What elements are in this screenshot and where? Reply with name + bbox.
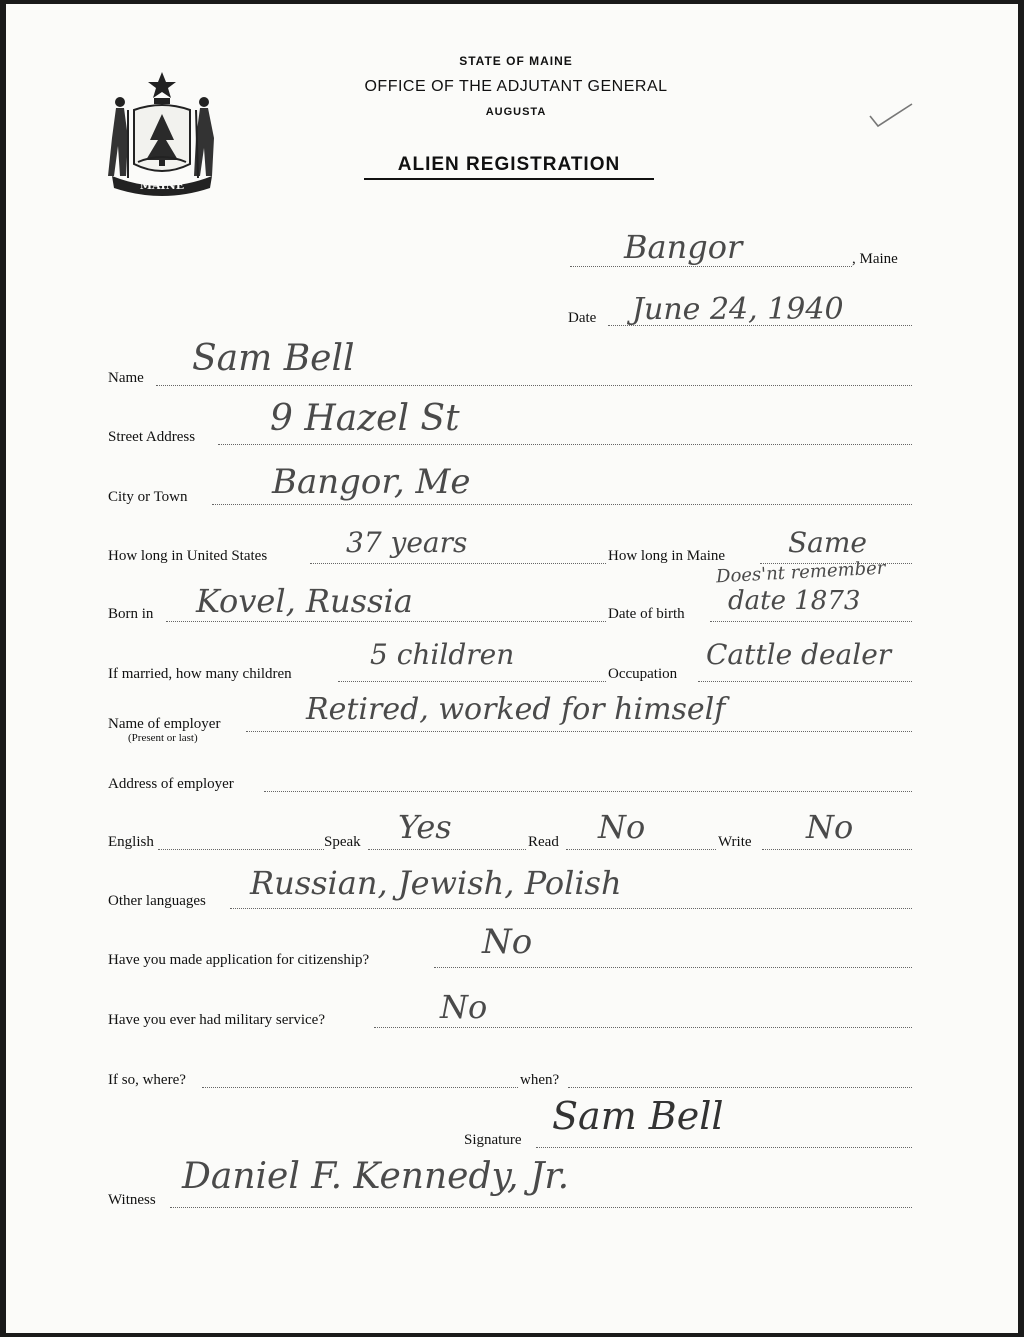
children-label: If married, how many children: [108, 666, 292, 682]
employer-value: Retired, worked for himself: [306, 692, 726, 727]
military-value: No: [440, 988, 488, 1026]
witness-line: [170, 1207, 912, 1208]
date-value: June 24, 1940: [632, 292, 844, 327]
how-long-maine-label: How long in Maine: [608, 548, 726, 564]
name-label: Name: [108, 370, 144, 386]
employer-address-label: Address of employer: [108, 776, 234, 792]
read-label: Read: [528, 834, 559, 850]
other-languages-line: [230, 908, 912, 909]
alien-registration-form: [6, 4, 1018, 1333]
seal-motto-text: MAINE: [139, 179, 185, 192]
military-line: [374, 1027, 912, 1028]
witness-value: Daniel F. Kennedy, Jr.: [182, 1156, 570, 1197]
maine-label: , Maine: [852, 251, 898, 267]
date-label: Date: [568, 310, 597, 326]
city-value: Bangor, Me: [272, 462, 471, 502]
signature-label: Signature: [464, 1132, 522, 1148]
english-line: [158, 849, 324, 850]
date-of-birth-value: date 1873: [728, 586, 861, 616]
town-value: Bangor: [624, 228, 743, 266]
speak-value: Yes: [398, 808, 452, 846]
signature-line: [536, 1147, 912, 1148]
children-line: [338, 681, 606, 682]
form-title: ALIEN REGISTRATION: [364, 154, 654, 180]
street-label: Street Address: [108, 429, 196, 445]
header-office: OFFICE OF THE ADJUTANT GENERAL: [364, 78, 668, 95]
employer-address-line: [264, 791, 912, 792]
read-value: No: [598, 808, 646, 846]
when-line: [568, 1087, 912, 1088]
occupation-line: [698, 681, 912, 682]
how-long-us-label: How long in United States: [108, 548, 268, 564]
city-label: City or Town: [108, 489, 188, 505]
checkmark-icon: [868, 102, 914, 128]
write-label: Write: [718, 834, 752, 850]
military-label: Have you ever had military service?: [108, 1012, 325, 1028]
how-long-us-line: [310, 563, 606, 564]
citizenship-value: No: [482, 922, 533, 962]
speak-label: Speak: [324, 834, 361, 850]
occupation-label: Occupation: [608, 666, 678, 682]
other-languages-label: Other languages: [108, 893, 206, 909]
witness-label: Witness: [108, 1192, 156, 1208]
maine-state-seal-icon: [106, 68, 218, 198]
write-value: No: [806, 808, 854, 846]
citizenship-line: [434, 967, 912, 968]
citizenship-label: Have you made application for citizenship?: [108, 952, 370, 968]
write-line: [762, 849, 912, 850]
signature-value: Sam Bell: [552, 1094, 724, 1138]
header-state: STATE OF MAINE: [459, 54, 573, 68]
read-line: [566, 849, 716, 850]
where-line: [202, 1087, 518, 1088]
street-value: 9 Hazel St: [270, 398, 460, 439]
how-long-maine-value: Same: [788, 526, 867, 559]
children-value: 5 children: [370, 638, 515, 671]
born-in-label: Born in: [108, 606, 154, 622]
date-of-birth-line: [710, 621, 912, 622]
other-languages-value: Russian, Jewish, Polish: [250, 864, 622, 902]
town-line: [570, 266, 852, 267]
date-of-birth-label: Date of birth: [608, 606, 685, 622]
born-in-line: [166, 621, 606, 622]
born-in-value: Kovel, Russia: [196, 582, 413, 620]
employer-line: [246, 731, 912, 732]
city-line: [212, 504, 912, 505]
speak-line: [368, 849, 526, 850]
where-label: If so, where?: [108, 1072, 186, 1088]
dob-note-value: Does'nt remember: [715, 557, 886, 588]
employer-label: Name of employer: [108, 716, 221, 732]
how-long-us-value: 37 years: [346, 526, 468, 559]
name-value: Sam Bell: [192, 338, 355, 379]
employer-sublabel: (Present or last): [128, 732, 198, 744]
occupation-value: Cattle dealer: [706, 638, 892, 671]
name-line: [156, 385, 912, 386]
english-label: English: [108, 834, 154, 850]
street-line: [218, 444, 912, 445]
when-label: when?: [520, 1072, 560, 1088]
header-city: AUGUSTA: [485, 106, 547, 118]
